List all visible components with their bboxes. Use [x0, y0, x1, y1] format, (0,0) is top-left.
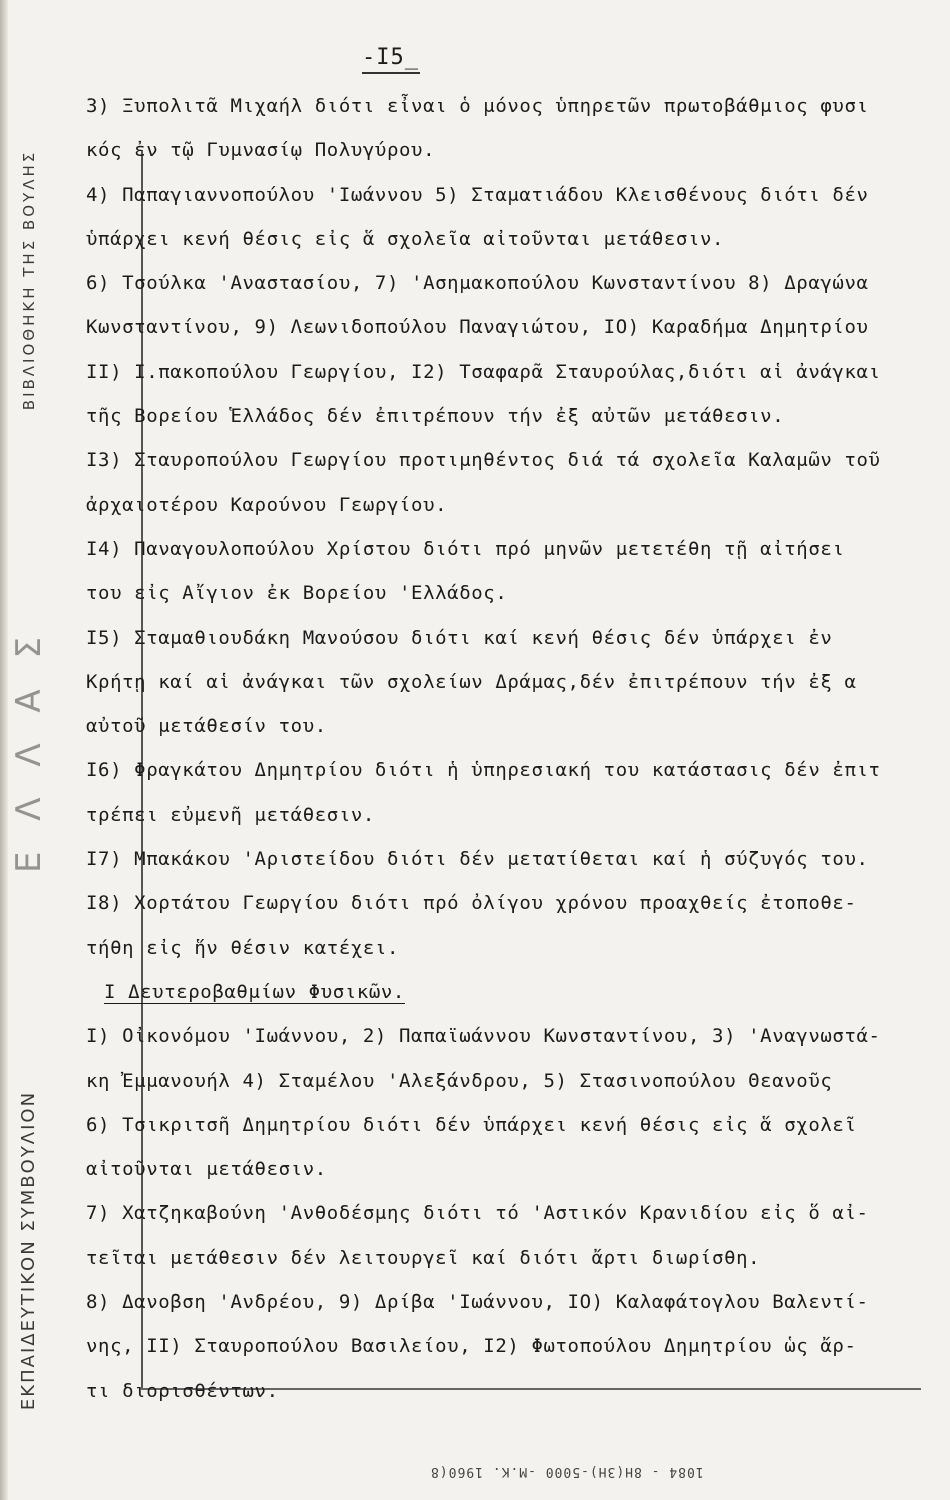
- text-line: I3) Σταυροπούλου Γεωργίου προτιμηθέντος διά τά σχολεῖα Καλαμῶν τοῦ: [86, 449, 881, 472]
- section-heading: I Δευτεροβαθμίων Φυσικῶν.: [104, 980, 405, 1003]
- typed-text-body: [86, 84, 946, 1413]
- side-stamp-top-text: ΒΙΒΛΙΟΘΗΚΗ ΤΗΣ ΒΟΥΛΗΣ: [20, 149, 38, 411]
- page-number: -I5_: [362, 45, 419, 70]
- text-line: αἰτοῦνται μετάθεσιν.: [86, 1158, 327, 1181]
- side-stamp-bottom: [0, 1040, 58, 1460]
- text-line: ὑπάρχει κενή θέσις εἰς ἅ σχολεῖα αἰτοῦνται μετάθεσιν.: [86, 227, 725, 250]
- text-line: 6) Τσούλκα 'Αναστασίου, 7) 'Ασημακοπούλου Κωνσταντίνου 8) Δραγώνα: [86, 272, 869, 295]
- text-line: 4) Παπαγιαννοπούλου 'Ιωάννου 5) Σταματιάδου Κλεισθένους διότι δέν: [86, 183, 869, 206]
- text-line: τρέπει εὐμενῆ μετάθεσιν.: [86, 803, 375, 826]
- text-line: του εἰς Αἴγιον ἐκ Βορείου 'Ελλάδος.: [86, 582, 508, 605]
- text-line: I4) Παναγουλοπούλου Χρίστου διότι πρό μηνῶν μετετέθη τῇ αἰτήσει: [86, 537, 845, 560]
- side-stamp-middle-text: Ε Λ Λ Α Σ: [9, 627, 50, 873]
- text-line: νης, II) Σταυροπούλου Βασιλείου, I2) Φωτοπούλου Δημητρίου ὡς ἄρ-: [86, 1335, 857, 1358]
- text-line: I7) Μπακάκου 'Αριστείδου διότι δέν μετατίθεται καί ἡ σύζυγός του.: [86, 848, 869, 871]
- text-line: 3) Ξυπολιτᾶ Μιχαήλ διότι εἶναι ὁ μόνος ὑπηρετῶν πρωτοβάθμιος φυσι: [86, 95, 869, 117]
- text-line: κη Ἐμμανουήλ 4) Σταμέλου 'Αλεξάνδρου, 5) Στασινοπούλου Θεανοῦς: [86, 1069, 833, 1092]
- text-line: I8) Χορτάτου Γεωργίου διότι πρό ὀλίγου χρόνου προαχθείς ἐτοποθε-: [86, 892, 857, 915]
- text-line: 6) Τσικριτσῆ Δημητρίου διότι δέν ὑπάρχει κενή θέσις εἰς ἅ σχολεῖ: [86, 1113, 857, 1136]
- text-line: 8) Δανοβση 'Ανδρέου, 9) Δρίβα 'Ιωάννου, IO) Καλαφάτογλου Βαλεντί-: [86, 1291, 869, 1314]
- text-line: αὐτοῦ μετάθεσίν του.: [86, 715, 327, 738]
- side-stamp-bottom-text: ΕΚΠΑΙΔΕΥΤΙΚΟΝ ΣΥΜΒΟΥΛΙΟΝ: [18, 1090, 40, 1410]
- text-line: I6) Φραγκάτου Δημητρίου διότι ἡ ὑπηρεσιακή του κατάστασις δέν ἐπιτ: [86, 759, 881, 782]
- text-line: τι διορισθέντων.: [86, 1379, 279, 1402]
- printer-footer: 1084 - 8Η(3Η)-5000 -Μ.Κ. 1960(8: [430, 1464, 704, 1479]
- text-line: Κρήτῃ καί αἱ ἀνάγκαι τῶν σχολείων Δράμας,δέν ἐπιτρέπουν τήν ἐξ α: [86, 670, 857, 693]
- text-line: II) Ι.πακοπούλου Γεωργίου, I2) Τσαφαρᾶ Σταυρούλας,διότι αἱ ἀνάγκαι: [86, 360, 881, 383]
- page-number-underline: [362, 72, 420, 74]
- side-stamp-top: [0, 100, 58, 460]
- text-line: I5) Σταμαθιουδάκη Μανούσου διότι καί κενή θέσις δέν ὑπάρχει ἐν: [86, 626, 833, 649]
- side-stamp-middle: [0, 620, 58, 880]
- text-line: Κωνσταντίνου, 9) Λεωνιδοπούλου Παναγιώτου, IO) Καραδήμα Δημητρίου: [86, 316, 869, 339]
- text-line: κός ἐν τῷ Γυμνασίῳ Πολυγύρου.: [86, 139, 436, 162]
- text-line: τῆς Βορείου Ἑλλάδος δέν ἐπιτρέπουν τήν ἐξ αὐτῶν μετάθεσιν.: [86, 405, 785, 428]
- text-line: τήθη εἰς ἥν θέσιν κατέχει.: [86, 936, 400, 959]
- text-line: τεῖται μετάθεσιν δέν λειτουργεῖ καί διότι ἄρτι διωρίσθη.: [86, 1246, 761, 1269]
- text-line: ἀρχαιοτέρου Καρούνου Γεωργίου.: [86, 493, 448, 516]
- text-line: I) Οἰκονόμου 'Ιωάννου, 2) Παπαϊωάννου Κωνσταντίνου, 3) 'Αναγνωστά-: [86, 1025, 881, 1048]
- text-line: 7) Χατζηκαβούνη 'Ανθοδέσμης διότι τό 'Αστικόν Κρανιδίου εἰς ὅ αἰ-: [86, 1202, 869, 1225]
